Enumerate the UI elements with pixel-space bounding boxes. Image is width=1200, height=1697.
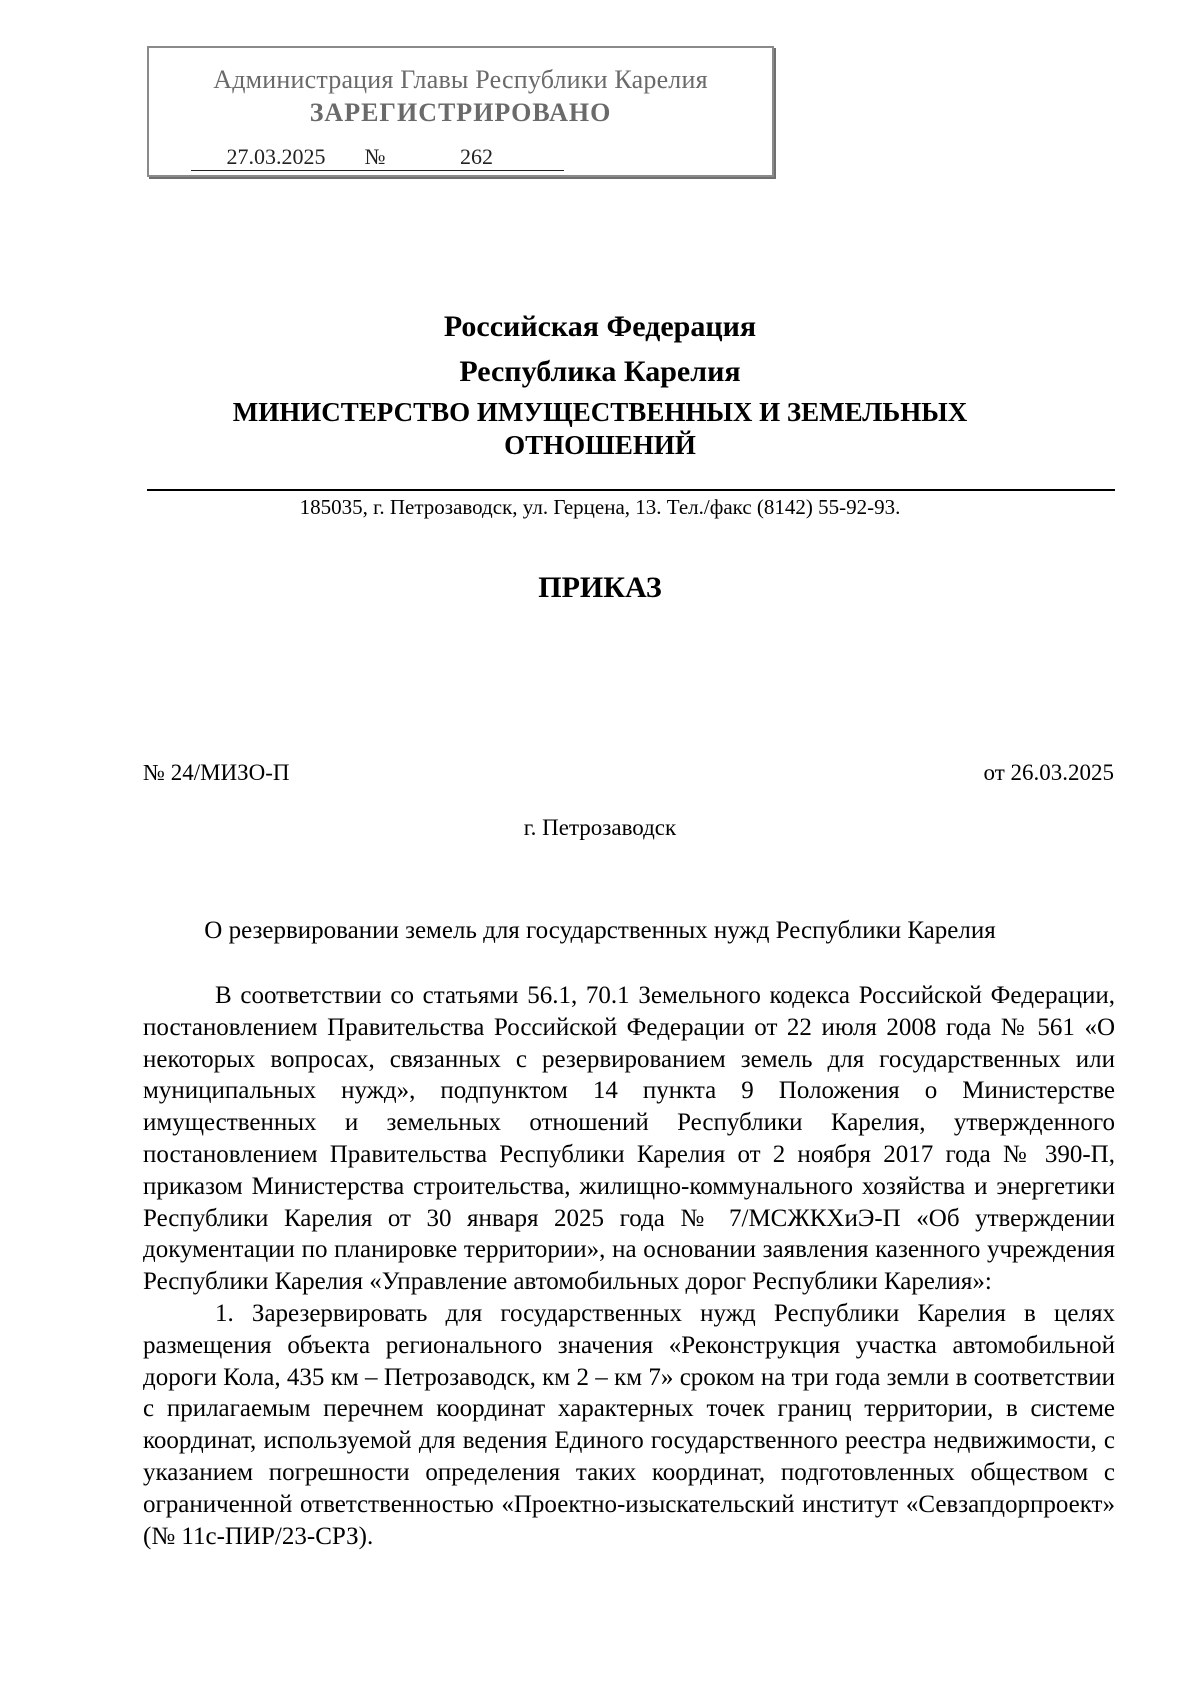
order-city: г. Петрозаводск: [523, 815, 677, 840]
body-paragraph-item-1: 1. Зарезервировать для государственных нужд Республики Карелия в целях размещения объекта регионального значения «Реконструкция участка автомобильной дороги Кола, 435 км – Петрозаводск, км 2 – км 7» сроком на три года земли в соответствии с прилагаемым перечнем координат характерных точек границ территории, в системе координат, используемой для ведения Единого государственного реестра недвижимости, с указанием погрешности определения таких координат, подготовленных обществом с ограниченной ответственностью «Проектно-изыскательский институт «Севзапдорпроект» (№ 11с-ПИР/23-СРЗ).: [143, 1299, 1115, 1550]
document-type: ПРИКАЗ: [538, 571, 662, 604]
ministry-line-1: МИНИСТЕРСТВО ИМУЩЕСТВЕННЫХ И ЗЕМЕЛЬНЫХ: [232, 397, 968, 427]
order-date: от 26.03.2025: [983, 760, 1114, 785]
stamp-number: 262: [389, 144, 564, 171]
header-ministry: [0, 396, 1200, 462]
registration-stamp: [147, 46, 774, 177]
stamp-organization: Администрация Главы Республики Карелия: [213, 65, 708, 94]
stamp-date: 27.03.2025: [191, 144, 361, 171]
header-country: Российская Федерация: [443, 310, 757, 343]
stamp-registration-line: [191, 144, 564, 171]
header-divider: [147, 489, 1115, 491]
ministry-line-2: ОТНОШЕНИЙ: [504, 430, 696, 460]
stamp-status: ЗАРЕГИСТРИРОВАНО: [309, 98, 612, 127]
stamp-number-sign: №: [361, 144, 389, 171]
body-paragraph-preamble: В соответствии со статьями 56.1, 70.1 Земельного кодекса Российской Федерации, постановлением Правительства Российской Федерации от 22 июля 2008 года № 561 «О некоторых вопросах, связанных с резервированием земель для государственных или муниципальных нужд», подпунктом 14 пункта 9 Положения о Министерстве имущественных и земельных отношений Республики Карелия, утвержденного постановлением Правительства Республики Карелия от 2 ноября 2017 года № 390-П, приказом Министерства строительства, жилищно-коммунального хозяйства и энергетики Республики Карелия от 30 января 2025 года № 7/МСЖКХиЭ-П «Об утверждении документации по планировке территории», на основании заявления казенного учреждения Республики Карелия «Управление автомобильных дорог Республики Карелия»:: [143, 982, 1115, 1296]
order-number: № 24/МИЗО-П: [143, 760, 290, 785]
order-subject: О резервировании земель для государственных нужд Республики Карелия: [204, 917, 996, 944]
header-region: Республика Карелия: [459, 355, 741, 388]
header-address: 185035, г. Петрозаводск, ул. Герцена, 13. Тел./факс (8142) 55-92-93.: [299, 495, 901, 519]
order-body: [143, 980, 1115, 1552]
